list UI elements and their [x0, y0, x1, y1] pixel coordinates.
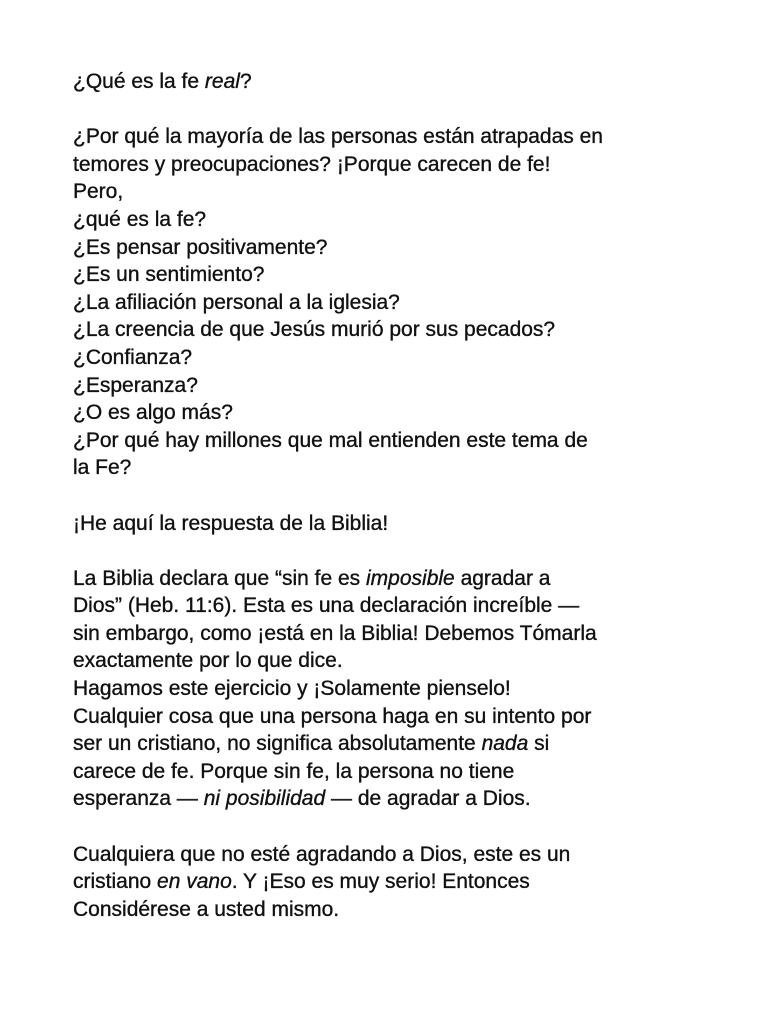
- text-line: [73, 730, 733, 758]
- text-run: agradar a: [454, 566, 551, 590]
- text-line: [73, 758, 733, 786]
- text-run: Dios” (Heb. 11:6). Esta es una declaración increíble —: [73, 594, 580, 618]
- text-line: [73, 454, 733, 482]
- text-run: ¿Por qué la mayoría de las personas están atrapadas en: [73, 125, 603, 149]
- text-run: ¿La creencia de que Jesús murió por sus pecados?: [73, 318, 556, 342]
- text-run: . Y ¡Eso es muy serio! Entonces: [231, 870, 530, 894]
- text-line: [73, 344, 733, 372]
- text-line: [73, 703, 733, 731]
- text-run: ?: [239, 70, 252, 93]
- text-run: ¿Qué es la fe: [73, 70, 205, 93]
- text-run: La Biblia declara que “sin fe es: [73, 566, 367, 590]
- text-line: [73, 123, 733, 151]
- text-run: la Fe?: [73, 456, 132, 480]
- italic-text: en vano: [157, 870, 232, 894]
- paragraph: [73, 123, 733, 482]
- text-line: [73, 620, 733, 648]
- paragraph: [73, 510, 733, 538]
- text-line: [73, 896, 733, 924]
- text-run: ser un cristiano, no significa absolutamente: [73, 732, 482, 756]
- text-line: [73, 565, 733, 593]
- text-line: [73, 261, 733, 289]
- text-run: ¿Esperanza?: [73, 373, 198, 397]
- text-run: Cualquier cosa que una persona haga en su intento por: [73, 704, 592, 728]
- text-run: ¡He aquí la respuesta de la Biblia!: [73, 511, 389, 535]
- text-run: ¿Confianza?: [73, 345, 193, 369]
- text-line: [73, 68, 733, 96]
- text-run: Considérese a usted mismo.: [73, 897, 340, 921]
- document-body: [73, 68, 733, 951]
- italic-text: imposible: [366, 566, 455, 590]
- text-line: [73, 151, 733, 179]
- text-run: ¿qué es la fe?: [73, 207, 207, 231]
- text-run: temores y preocupaciones? ¡Porque carecen de fe!: [73, 152, 551, 176]
- text-run: ¿O es algo más?: [73, 401, 233, 425]
- text-line: [73, 206, 733, 234]
- text-line: [73, 316, 733, 344]
- italic-text: ni posibilidad: [203, 787, 326, 811]
- text-run: exactamente por lo que dice.: [73, 649, 343, 673]
- text-line: [73, 178, 733, 206]
- text-line: [73, 427, 733, 455]
- text-run: ¿La afiliación personal a la iglesia?: [73, 290, 400, 314]
- paragraph: [73, 841, 733, 924]
- text-line: [73, 647, 733, 675]
- text-run: esperanza —: [73, 787, 204, 811]
- text-line: [73, 234, 733, 262]
- text-run: ¿Por qué hay millones que mal entienden este tema de: [73, 428, 588, 452]
- text-line: [73, 868, 733, 896]
- italic-text: nada: [481, 732, 529, 756]
- text-run: Hagamos este ejercicio y ¡Solamente pienselo!: [73, 677, 511, 701]
- text-line: [73, 289, 733, 317]
- text-line: [73, 592, 733, 620]
- text-run: Cualquiera que no esté agradando a Dios, este es un: [73, 842, 571, 866]
- paragraph: [73, 565, 733, 813]
- text-run: ¿Es un sentimiento?: [73, 263, 265, 287]
- text-line: [73, 372, 733, 400]
- text-run: cristiano: [73, 870, 158, 894]
- text-run: Pero,: [73, 180, 124, 204]
- text-line: [73, 675, 733, 703]
- text-run: — de agradar a Dios.: [325, 787, 531, 811]
- text-line: [73, 785, 733, 813]
- text-line: [73, 841, 733, 869]
- text-run: carece de fe. Porque sin fe, la persona no tiene: [73, 759, 515, 783]
- text-run: ¿Es pensar positivamente?: [73, 235, 328, 259]
- text-run: sin embargo, como ¡está en la Biblia! Debemos Tómarla: [73, 621, 597, 645]
- text-run: si: [528, 732, 550, 756]
- paragraph: [73, 68, 733, 96]
- italic-text: real: [204, 70, 240, 93]
- text-line: [73, 399, 733, 427]
- text-line: [73, 510, 733, 538]
